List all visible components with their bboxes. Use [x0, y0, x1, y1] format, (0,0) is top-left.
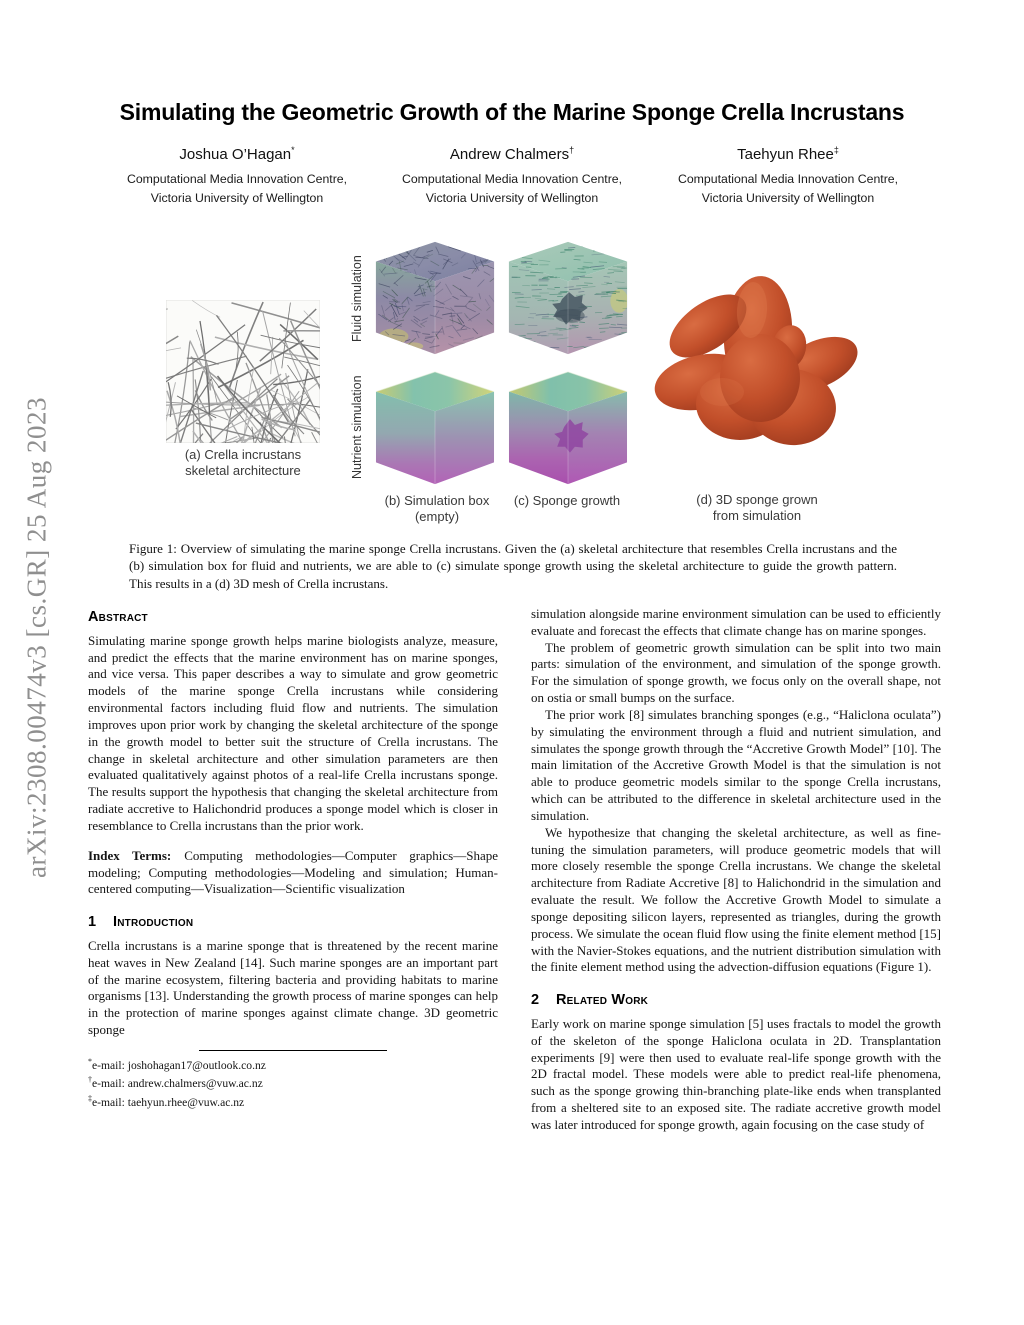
author-name: Joshua O’Hagan* — [179, 145, 295, 163]
author-marker: * — [291, 145, 295, 155]
author-block-1 — [127, 145, 347, 208]
author-affiliation: Computational Media Innovation Centre, Victoria University of Wellington — [126, 172, 348, 206]
paper-title: Simulating the Geometric Growth of the Marine Sponge Crella Incrustans — [119, 99, 905, 125]
sponge-lobes — [652, 274, 864, 450]
body-paragraph: simulation alongside marine environment simulation can be used to efficiently evaluate and forecast the effects that climate change has on marine sponges. — [531, 606, 941, 638]
footnote: *e-mail: joshohagan17@outlook.co.nz — [88, 1056, 266, 1072]
body-paragraph: The problem of geometric growth simulation can be split into two main parts: simulation of the environment, and simulation of the sponge growth. For the simulation of sponge growth, we focus only on the overall shape, not on ostia or small bumps on the surface. — [531, 639, 941, 706]
figure-caption: Figure 1: Overview of simulating the marine sponge Crella incrustans. Given the (a) skeletal architecture that resembles Crella incrustans and the (b) simulation box for fluid and nutrients, we are able to (c) simulate sponge growth using the skeletal architecture to guide the growth pattern. This results in a (d) 3D mesh of Crella incrustans. — [129, 541, 897, 591]
footnote: †e-mail: andrew.chalmers@vuw.ac.nz — [88, 1075, 263, 1091]
index-terms-label: Index Terms: — [88, 847, 172, 863]
sponge-3d-render — [652, 252, 864, 472]
fluid-simulation-empty-cube — [370, 237, 500, 359]
author-affiliation: Computational Media Innovation Centre, Victoria University of Wellington — [677, 172, 899, 206]
arxiv-watermark: arXiv:2308.00474v3 [cs.GR] 25 Aug 2023 — [21, 397, 52, 879]
left-column — [88, 608, 498, 1111]
author-affiliation: Computational Media Innovation Centre, Victoria University of Wellington — [401, 172, 623, 206]
section-1-heading: 1 Introduction — [88, 914, 194, 931]
fluid-simulation-sponge-cube — [503, 237, 633, 359]
body-paragraph: The prior work [8] simulates branching sponges (e.g., “Haliclona oculata”) by simulating the environment through a fluid and nutrient simulation, and simulates the sponge growth through the “Accretive Growth Model” [10]. The main limitation of the Accretive Growth Model is that the simulation is not able to produce geometric models similar to the sponge Crella incrustans, which can be attributed to the difference in skeletal architecture used in the simulation. — [531, 706, 941, 823]
figure-label-c: (c) Sponge growth — [513, 493, 621, 508]
abstract-heading: Abstract — [88, 609, 148, 625]
author-marker: ‡ — [833, 145, 839, 155]
footnote: ‡e-mail: taehyun.rhee@vuw.ac.nz — [88, 1093, 245, 1109]
row-label-fluid-simulation: Fluid simulation — [350, 255, 364, 343]
introduction-paragraph: Crella incrustans is a marine sponge that is threatened by the recent marine heat waves in New Zealand [14]. Such marine sponges are an important part of the marine ecosystem, filtering bacteria and providing habitats to marine organisms [13]. Understanding the growth process of marine sponges can help in the protection of marine sponges against climate change. 3D geometric sponge — [88, 937, 498, 1038]
flow-glow — [379, 329, 409, 345]
author-name: Taehyun Rhee‡ — [737, 145, 839, 163]
author-marker: † — [569, 145, 575, 155]
figure-label-d: (d) 3D sponge grown from simulation — [696, 492, 818, 524]
body-paragraph: We hypothesize that changing the skeletal architecture, as well as fine-tuning the simulation parameters, will produce geometric models that will more closely resemble the sponge Crella incrustans. We change the skeletal architecture from Radiate Accretive [8] to Halichondrid in the simulation and evaluate the result. We follow the Accretive Growth Model to simulate a sponge depositing silicon layers, represented as triangles, during the growth process. We simulate the ocean fluid flow using the finite element method [15] with the Navier-Stokes equations, and the nutrient distribution simulation with the finite element method using the advection-diffusion equations (Figure 1). — [531, 824, 941, 975]
author-block-3 — [678, 145, 898, 208]
related-work-paragraph: Early work on marine sponge simulation [5] uses fractals to model the growth of the skeleton of the sponge Haliclona oculata in 2D. Transplantation experiments [9] were then used to evaluate real-life sponge growth with the 2D fractal model. These models were able to predict real-life phenomena, such as the sponge growing thin-branching plate-like ends when transplanted from a sheltered site to an exposed site. The radiate accretive growth model was later introduced for sponge growth, again focusing on the case study of — [531, 1015, 941, 1132]
section-2-heading: 2 Related Work — [531, 992, 649, 1009]
row-label-nutrient-simulation: Nutrient simulation — [350, 375, 364, 479]
flow-glow — [403, 342, 423, 350]
nutrient-simulation-sponge-cube — [503, 368, 633, 488]
index-terms: Index Terms: Computing methodologies—Computer graphics—Shape modeling; Computing methodologies—Modeling and simulation; Human-centered computing—Visualization—Scientific visualization — [88, 847, 499, 897]
footnote-rule — [199, 1050, 387, 1051]
right-column — [531, 606, 941, 1134]
author-block-2 — [402, 145, 622, 208]
figure-label-b: (b) Simulation box (empty) — [384, 493, 490, 525]
sponge-silhouette-base — [555, 309, 585, 323]
author-name: Andrew Chalmers† — [449, 145, 575, 163]
skeletal-architecture-image — [166, 300, 320, 443]
nutrient-simulation-empty-cube — [370, 368, 500, 488]
footnote-block — [88, 1050, 498, 1111]
abstract-text: Simulating marine sponge growth helps marine biologists analyze, measure, and predict the effects that the marine environment has on marine sponges, and vice versa. This paper describes a way to simulate and grow geometric models of the marine sponge Crella incrustans while considering environmental factors including fluid flow and nutrients. The simulation improves upon prior work by changing the skeletal architecture of the sponge in the growth model to better suit the structure of Crella incrustans. The change in skeletal architecture and other simulation parameters are then evaluated qualitatively against photos of a real-life Crella incrustans sponge. The results support the hypothesis that changing the skeletal architecture from radiate accretive to Halichondrid produces a sponge model which is closer in resemblance to Crella incrustans than the prior work. — [88, 632, 498, 833]
figure-label-a: (a) Crella incrustans skeletal architecture — [184, 447, 302, 479]
